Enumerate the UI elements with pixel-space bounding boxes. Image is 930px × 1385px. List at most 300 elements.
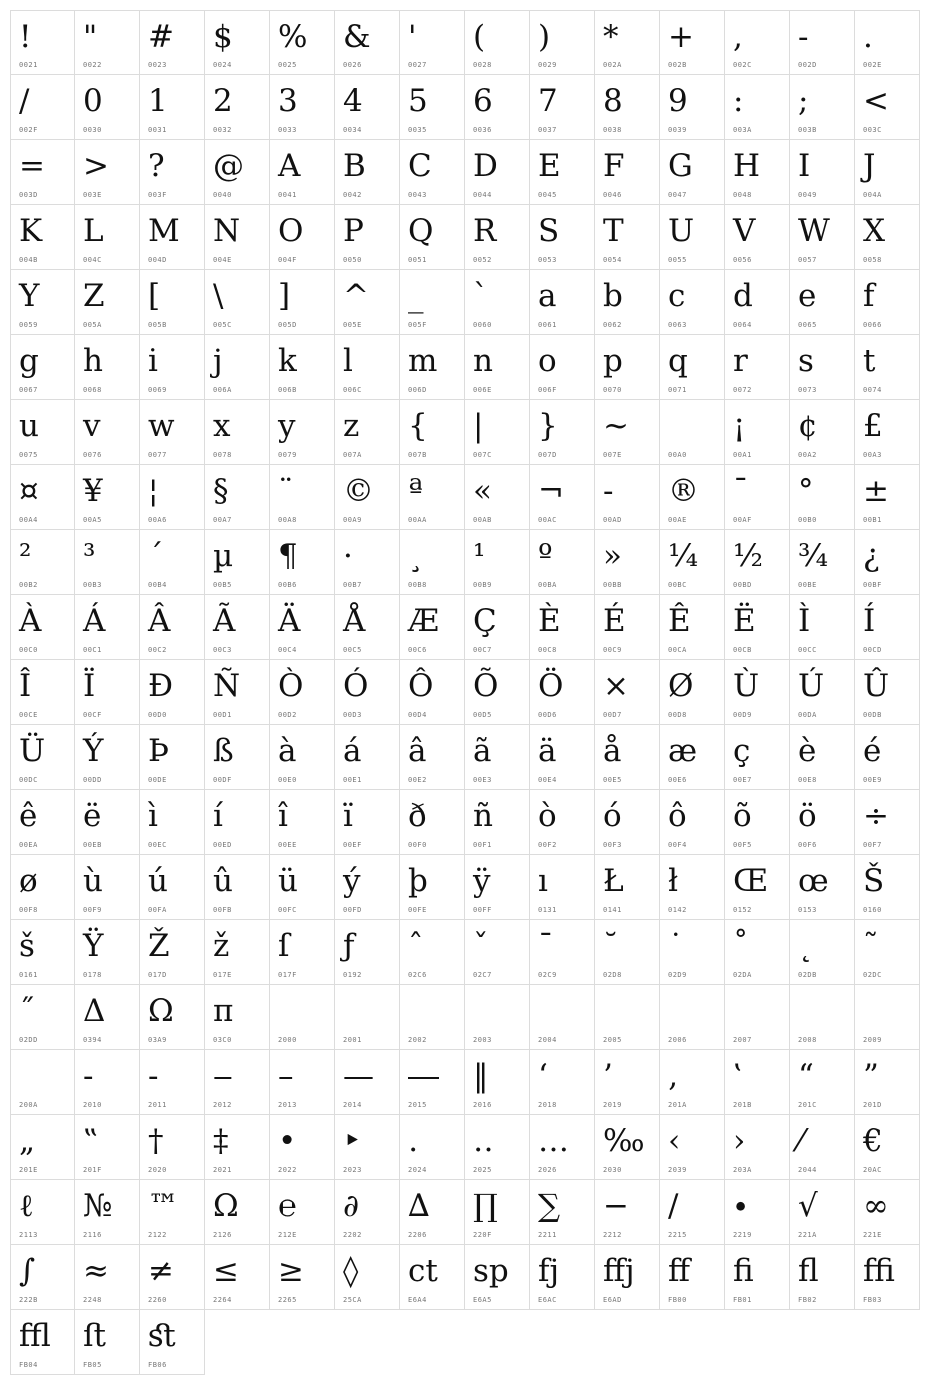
glyph-character: B	[343, 148, 366, 184]
glyph-codepoint: 00C3	[213, 646, 232, 654]
glyph-cell	[725, 595, 790, 660]
glyph-cell	[10, 205, 75, 270]
glyph-cell	[400, 920, 465, 985]
glyph-character: ³	[83, 538, 96, 574]
glyph-character: r	[733, 343, 748, 379]
glyph-character: ƒ	[343, 928, 355, 964]
glyph-character: 5	[408, 83, 428, 119]
glyph-cell	[725, 205, 790, 270]
glyph-character: ⁄	[798, 1123, 804, 1159]
glyph-cell	[595, 855, 660, 920]
glyph-codepoint: 2007	[733, 1036, 752, 1044]
glyph-cell	[400, 1245, 465, 1310]
glyph-character: Þ	[148, 733, 169, 769]
glyph-codepoint: 2008	[798, 1036, 817, 1044]
glyph-character: ¶	[278, 538, 298, 574]
glyph-character: ?	[148, 148, 165, 184]
glyph-cell	[855, 1115, 920, 1180]
glyph-character: l	[343, 343, 353, 379]
glyph-character: "	[83, 19, 98, 55]
glyph-codepoint: 0065	[798, 321, 817, 329]
glyph-character: á	[343, 733, 362, 769]
glyph-codepoint: 005E	[343, 321, 362, 329]
glyph-cell	[855, 920, 920, 985]
glyph-cell	[530, 660, 595, 725]
glyph-codepoint: 201B	[733, 1101, 752, 1109]
glyph-cell	[855, 205, 920, 270]
glyph-codepoint: 00A7	[213, 516, 232, 524]
glyph-cell	[10, 140, 75, 205]
glyph-character: –	[278, 1058, 294, 1094]
glyph-codepoint: 0021	[19, 61, 38, 69]
glyph-cell	[140, 595, 205, 660]
glyph-character: b	[603, 278, 623, 314]
glyph-codepoint: 2025	[473, 1166, 492, 1174]
glyph-cell	[140, 1050, 205, 1115]
glyph-character: Ω	[148, 993, 174, 1029]
glyph-codepoint: 00E2	[408, 776, 427, 784]
glyph-character: œ	[798, 863, 829, 899]
glyph-cell	[530, 1180, 595, 1245]
glyph-cell	[855, 790, 920, 855]
glyph-character: P	[343, 213, 364, 249]
glyph-codepoint: 00F9	[83, 906, 102, 914]
glyph-codepoint: 201A	[668, 1101, 687, 1109]
glyph-codepoint: E6A5	[473, 1296, 492, 1304]
glyph-character: J	[863, 148, 876, 184]
glyph-character: …	[538, 1123, 569, 1159]
glyph-character: ˉ	[538, 928, 554, 964]
glyph-character: n	[473, 343, 493, 379]
glyph-character: ¹	[473, 538, 486, 574]
glyph-character: ﬁ	[733, 1253, 754, 1289]
glyph-cell	[270, 660, 335, 725]
glyph-character: ×	[603, 668, 629, 704]
glyph-character: y	[278, 408, 296, 444]
glyph-cell	[530, 140, 595, 205]
glyph-codepoint: 2010	[83, 1101, 102, 1109]
glyph-cell	[855, 530, 920, 595]
glyph-codepoint: 002F	[19, 126, 38, 134]
glyph-character: £	[863, 408, 883, 444]
glyph-cell	[530, 595, 595, 660]
glyph-cell	[855, 465, 920, 530]
glyph-character: 0	[83, 83, 103, 119]
glyph-cell	[465, 530, 530, 595]
glyph-codepoint: 00DA	[798, 711, 817, 719]
glyph-character: z	[343, 408, 360, 444]
glyph-cell	[400, 660, 465, 725]
glyph-cell	[660, 75, 725, 140]
glyph-character: /	[19, 83, 30, 119]
glyph-character: ¤	[19, 473, 39, 509]
glyph-codepoint: 0068	[83, 386, 102, 394]
glyph-codepoint: 00F4	[668, 841, 687, 849]
glyph-codepoint: 00CA	[668, 646, 687, 654]
glyph-cell	[790, 595, 855, 660]
glyph-codepoint: 00D8	[668, 711, 687, 719]
glyph-cell	[660, 10, 725, 75]
glyph-codepoint: 00DC	[19, 776, 38, 784]
glyph-character: ó	[603, 798, 622, 834]
glyph-codepoint: 20AC	[863, 1166, 882, 1174]
glyph-codepoint: 004D	[148, 256, 167, 264]
glyph-character: š	[19, 928, 35, 964]
glyph-codepoint: 220F	[473, 1231, 492, 1239]
glyph-codepoint: 0044	[473, 191, 492, 199]
glyph-codepoint: 201E	[19, 1166, 38, 1174]
glyph-character: [	[148, 278, 161, 314]
glyph-character: È	[538, 603, 561, 639]
glyph-codepoint: 2039	[668, 1166, 687, 1174]
glyph-codepoint: 00BA	[538, 581, 557, 589]
glyph-character: ¥	[83, 473, 103, 509]
glyph-codepoint: 017E	[213, 971, 232, 979]
glyph-cell	[270, 725, 335, 790]
glyph-character: ¾	[798, 538, 829, 574]
glyph-character: Ý	[83, 733, 104, 769]
glyph-character: Ò	[278, 668, 304, 704]
glyph-character: 6	[473, 83, 493, 119]
glyph-codepoint: 00D3	[343, 711, 362, 719]
glyph-cell	[465, 465, 530, 530]
glyph-character: õ	[733, 798, 752, 834]
glyph-character: 9	[668, 83, 688, 119]
glyph-character: 8	[603, 83, 623, 119]
glyph-codepoint: 00BD	[733, 581, 752, 589]
glyph-cell	[725, 10, 790, 75]
glyph-codepoint: 0047	[668, 191, 687, 199]
glyph-cell	[270, 1245, 335, 1310]
glyph-cell	[595, 10, 660, 75]
glyph-cell	[140, 205, 205, 270]
glyph-cell	[75, 270, 140, 335]
glyph-character: x	[213, 408, 231, 444]
glyph-character: Z	[83, 278, 105, 314]
glyph-character: }	[538, 408, 558, 444]
glyph-codepoint: 0040	[213, 191, 232, 199]
glyph-cell	[270, 465, 335, 530]
glyph-character: ;	[798, 83, 809, 119]
glyph-character: -	[798, 19, 809, 55]
glyph-cell	[335, 140, 400, 205]
glyph-cell	[400, 1050, 465, 1115]
glyph-cell	[465, 595, 530, 660]
glyph-cell	[10, 335, 75, 400]
glyph-character: ã	[473, 733, 492, 769]
glyph-codepoint: 2020	[148, 1166, 167, 1174]
glyph-codepoint: 0069	[148, 386, 167, 394]
glyph-character: §	[213, 473, 229, 509]
glyph-codepoint: 00B0	[798, 516, 817, 524]
glyph-cell	[855, 1050, 920, 1115]
glyph-codepoint: 00D7	[603, 711, 622, 719]
glyph-codepoint: 0066	[863, 321, 882, 329]
glyph-codepoint: 0034	[343, 126, 362, 134]
glyph-cell	[660, 335, 725, 400]
glyph-cell	[140, 335, 205, 400]
glyph-character: 4	[343, 83, 363, 119]
glyph-cell	[725, 920, 790, 985]
glyph-codepoint: E6A4	[408, 1296, 427, 1304]
glyph-cell	[855, 400, 920, 465]
glyph-codepoint: 221E	[863, 1231, 882, 1239]
glyph-cell	[140, 1310, 205, 1375]
glyph-codepoint: 2260	[148, 1296, 167, 1304]
glyph-codepoint: 00E7	[733, 776, 752, 784]
glyph-character: W	[798, 213, 830, 249]
glyph-character: ‥	[473, 1123, 494, 1159]
glyph-cell	[725, 985, 790, 1050]
glyph-character: !	[19, 19, 32, 55]
glyph-cell	[10, 270, 75, 335]
glyph-cell	[595, 335, 660, 400]
glyph-cell	[790, 790, 855, 855]
glyph-codepoint: 00B9	[473, 581, 492, 589]
glyph-cell	[790, 1245, 855, 1310]
glyph-codepoint: 0079	[278, 451, 297, 459]
glyph-cell	[530, 1050, 595, 1115]
glyph-codepoint: 02DC	[863, 971, 882, 979]
glyph-codepoint: 2012	[213, 1101, 232, 1109]
glyph-character: )	[538, 19, 551, 55]
glyph-character: ø	[19, 863, 38, 899]
glyph-codepoint: 0051	[408, 256, 427, 264]
glyph-character: ù	[83, 863, 103, 899]
glyph-codepoint: 017D	[148, 971, 167, 979]
glyph-codepoint: 00C7	[473, 646, 492, 654]
glyph-character: Û	[863, 668, 890, 704]
glyph-cell	[855, 140, 920, 205]
glyph-cell	[465, 400, 530, 465]
glyph-codepoint: 00A5	[83, 516, 102, 524]
glyph-character: d	[733, 278, 753, 314]
glyph-cell	[10, 1050, 75, 1115]
glyph-character: ˇ	[473, 928, 489, 964]
glyph-codepoint: 2009	[863, 1036, 882, 1044]
glyph-character: >	[83, 148, 109, 184]
glyph-character: ‘	[538, 1058, 548, 1094]
glyph-cell	[75, 465, 140, 530]
glyph-character: O	[278, 213, 304, 249]
glyph-character: â	[408, 733, 427, 769]
glyph-cell	[140, 75, 205, 140]
glyph-cell	[595, 1245, 660, 1310]
glyph-character: í	[213, 798, 223, 834]
glyph-codepoint: 2248	[83, 1296, 102, 1304]
glyph-cell	[400, 595, 465, 660]
glyph-character: ≥	[278, 1253, 304, 1289]
glyph-character: Ë	[733, 603, 756, 639]
glyph-character: ›	[733, 1123, 746, 1159]
glyph-cell	[530, 10, 595, 75]
glyph-character: ‑	[148, 1058, 159, 1094]
glyph-character: '	[408, 19, 417, 55]
glyph-cell	[335, 790, 400, 855]
glyph-character: ,	[733, 19, 743, 55]
glyph-cell	[790, 530, 855, 595]
glyph-character: (	[473, 19, 486, 55]
glyph-codepoint: 03A9	[148, 1036, 167, 1044]
glyph-character: g	[19, 343, 39, 379]
glyph-codepoint: 0024	[213, 61, 232, 69]
glyph-cell	[400, 270, 465, 335]
glyph-codepoint: 0071	[668, 386, 687, 394]
glyph-character: É	[603, 603, 626, 639]
glyph-character: ð	[408, 798, 427, 834]
glyph-codepoint: 0031	[148, 126, 167, 134]
glyph-character: Ó	[343, 668, 369, 704]
glyph-cell	[10, 985, 75, 1050]
glyph-cell	[335, 205, 400, 270]
glyph-character: ﬀ	[668, 1253, 691, 1289]
glyph-codepoint: 0038	[603, 126, 622, 134]
glyph-cell	[75, 920, 140, 985]
glyph-cell	[140, 920, 205, 985]
glyph-codepoint: 2004	[538, 1036, 557, 1044]
glyph-cell	[595, 790, 660, 855]
glyph-codepoint: 00B6	[278, 581, 297, 589]
glyph-cell	[660, 1050, 725, 1115]
glyph-character: m	[408, 343, 438, 379]
glyph-character: à	[278, 733, 297, 769]
glyph-codepoint: 2021	[213, 1166, 232, 1174]
glyph-codepoint: 2014	[343, 1101, 362, 1109]
glyph-codepoint: 00FE	[408, 906, 427, 914]
glyph-cell	[790, 75, 855, 140]
glyph-codepoint: 2215	[668, 1231, 687, 1239]
glyph-cell	[465, 1115, 530, 1180]
glyph-codepoint: 00EC	[148, 841, 167, 849]
glyph-cell	[140, 465, 205, 530]
glyph-codepoint: 00D9	[733, 711, 752, 719]
glyph-character: ä	[538, 733, 557, 769]
glyph-codepoint: 00DD	[83, 776, 102, 784]
glyph-cell	[270, 10, 335, 75]
glyph-cell	[595, 205, 660, 270]
glyph-codepoint: 00F3	[603, 841, 622, 849]
glyph-character: ct	[408, 1253, 438, 1289]
glyph-character: µ	[213, 538, 234, 574]
glyph-codepoint: 00BE	[798, 581, 817, 589]
glyph-codepoint: 003F	[148, 191, 167, 199]
glyph-cell	[595, 1180, 660, 1245]
glyph-character: ½	[733, 538, 764, 574]
glyph-codepoint: 0153	[798, 906, 817, 914]
glyph-cell	[400, 790, 465, 855]
glyph-cell	[855, 75, 920, 140]
glyph-character: ®	[668, 473, 699, 509]
glyph-cell	[10, 920, 75, 985]
glyph-character: ∂	[343, 1188, 360, 1224]
glyph-cell	[725, 400, 790, 465]
glyph-cell	[790, 335, 855, 400]
glyph-character: t	[863, 343, 876, 379]
glyph-codepoint: 0063	[668, 321, 687, 329]
glyph-codepoint: 0029	[538, 61, 557, 69]
glyph-character: Ù	[733, 668, 760, 704]
glyph-character: {	[408, 408, 428, 444]
glyph-codepoint: 0030	[83, 126, 102, 134]
glyph-cell	[530, 465, 595, 530]
glyph-codepoint: 004C	[83, 256, 102, 264]
glyph-cell	[335, 1245, 400, 1310]
glyph-codepoint: 0192	[343, 971, 362, 979]
glyph-character: _	[408, 278, 424, 314]
glyph-cell	[465, 790, 530, 855]
glyph-codepoint: 0027	[408, 61, 427, 69]
glyph-character: ∫	[19, 1253, 36, 1289]
glyph-codepoint: 0042	[343, 191, 362, 199]
glyph-character: 3	[278, 83, 298, 119]
glyph-codepoint: 005C	[213, 321, 232, 329]
glyph-character: \	[213, 278, 224, 314]
glyph-cell	[725, 855, 790, 920]
glyph-character: ˚	[733, 928, 749, 964]
glyph-character: å	[603, 733, 622, 769]
glyph-cell	[75, 1050, 140, 1115]
glyph-cell	[400, 1115, 465, 1180]
glyph-character: Õ	[473, 668, 499, 704]
glyph-codepoint: 00DB	[863, 711, 882, 719]
glyph-codepoint: 00D0	[148, 711, 167, 719]
glyph-character: ˘	[603, 928, 619, 964]
glyph-codepoint: 00AC	[538, 516, 557, 524]
glyph-codepoint: 00AB	[473, 516, 492, 524]
glyph-codepoint: 2116	[83, 1231, 102, 1239]
glyph-codepoint: 017F	[278, 971, 297, 979]
glyph-codepoint: 00C0	[19, 646, 38, 654]
glyph-character: ¦	[148, 473, 159, 509]
glyph-cell	[205, 140, 270, 205]
glyph-grid	[10, 10, 920, 1375]
glyph-cell	[400, 725, 465, 790]
glyph-cell	[10, 465, 75, 530]
glyph-character: ‟	[83, 1123, 99, 1159]
glyph-character: Ì	[798, 603, 811, 639]
glyph-codepoint: 00C1	[83, 646, 102, 654]
glyph-codepoint: 00CF	[83, 711, 102, 719]
glyph-codepoint: 00CC	[798, 646, 817, 654]
glyph-character: ‹	[668, 1123, 681, 1159]
glyph-cell	[75, 595, 140, 660]
glyph-character: ˙	[668, 928, 684, 964]
glyph-character: ô	[668, 798, 687, 834]
glyph-character: ≠	[148, 1253, 174, 1289]
glyph-character: Q	[408, 213, 434, 249]
glyph-codepoint: 2264	[213, 1296, 232, 1304]
glyph-codepoint: E6AD	[603, 1296, 622, 1304]
glyph-codepoint: FB01	[733, 1296, 752, 1304]
glyph-cell	[855, 725, 920, 790]
glyph-character: u	[19, 408, 39, 444]
glyph-cell	[660, 205, 725, 270]
glyph-cell	[465, 10, 530, 75]
glyph-cell	[270, 855, 335, 920]
glyph-cell	[660, 1180, 725, 1245]
glyph-cell	[790, 270, 855, 335]
glyph-character: ˝	[19, 993, 35, 1029]
glyph-character: ú	[148, 863, 168, 899]
glyph-codepoint: 2018	[538, 1101, 557, 1109]
glyph-character: ‛	[733, 1058, 743, 1094]
glyph-cell	[205, 595, 270, 660]
glyph-cell	[725, 465, 790, 530]
glyph-codepoint: 0394	[83, 1036, 102, 1044]
glyph-character: i	[148, 343, 158, 379]
glyph-character: Y	[19, 278, 40, 314]
glyph-cell	[75, 205, 140, 270]
